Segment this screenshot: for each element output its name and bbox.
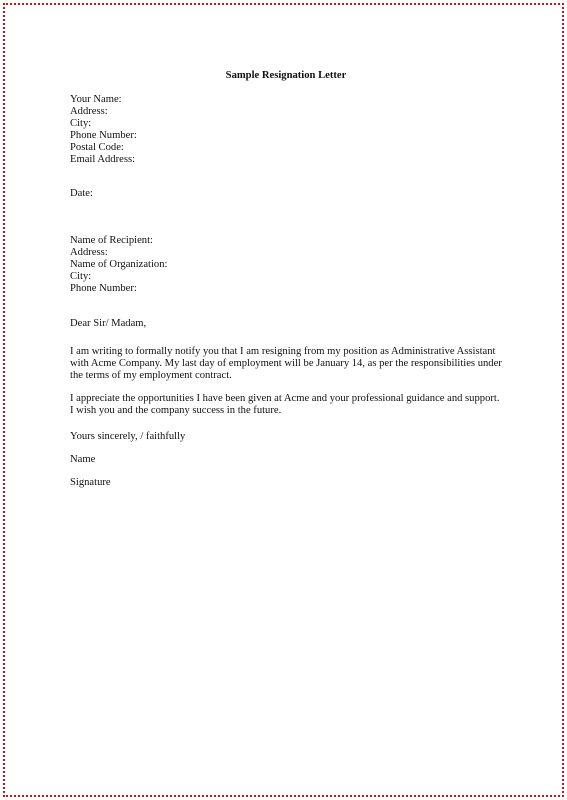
recipient-organization-label: Name of Organization: <box>70 259 168 270</box>
name-label: Name <box>70 454 96 465</box>
closing <box>70 431 185 443</box>
sender-name-label: Your Name: <box>70 94 122 105</box>
paragraph-1-line-1: I am writing to formally notify you that I am resigning from my position as Administrative Assistant <box>70 346 496 357</box>
signature-line <box>70 477 111 489</box>
paragraph-2-line-1: I appreciate the opportunities I have been given at Acme and your professional guidance and support. <box>70 393 500 404</box>
name-line <box>70 454 95 466</box>
paragraph-1-line-3: the terms of my employment contract. <box>70 370 232 381</box>
date-line <box>70 188 93 200</box>
date-label: Date: <box>70 188 93 199</box>
recipient-address-label: Address: <box>70 247 108 258</box>
letter-title: Sample Resignation Letter <box>225 70 347 81</box>
sender-address-label: Address: <box>70 106 108 117</box>
sender-city-label: City: <box>70 118 92 129</box>
body-paragraph-2 <box>70 393 500 417</box>
body-paragraph-1 <box>70 346 500 382</box>
recipient-city-label: City: <box>70 271 92 282</box>
recipient-details <box>70 235 167 295</box>
paragraph-2-line-2: I wish you and the company success in the future. <box>70 405 282 416</box>
recipient-name-label: Name of Recipient: <box>70 235 153 246</box>
sender-email-label: Email Address: <box>70 154 136 165</box>
signature-label: Signature <box>70 477 111 488</box>
sender-postal-label: Postal Code: <box>70 142 124 153</box>
paragraph-1-line-2: with Acme Company. My last day of employment will be January 14, as per the responsibilities under <box>70 358 502 369</box>
sender-phone-label: Phone Number: <box>70 130 137 141</box>
sender-details <box>70 94 137 166</box>
closing-text: Yours sincerely, / faithfully <box>70 431 186 442</box>
salutation <box>70 318 146 330</box>
recipient-phone-label: Phone Number: <box>70 283 137 294</box>
salutation-text: Dear Sir/ Madam, <box>70 318 147 329</box>
